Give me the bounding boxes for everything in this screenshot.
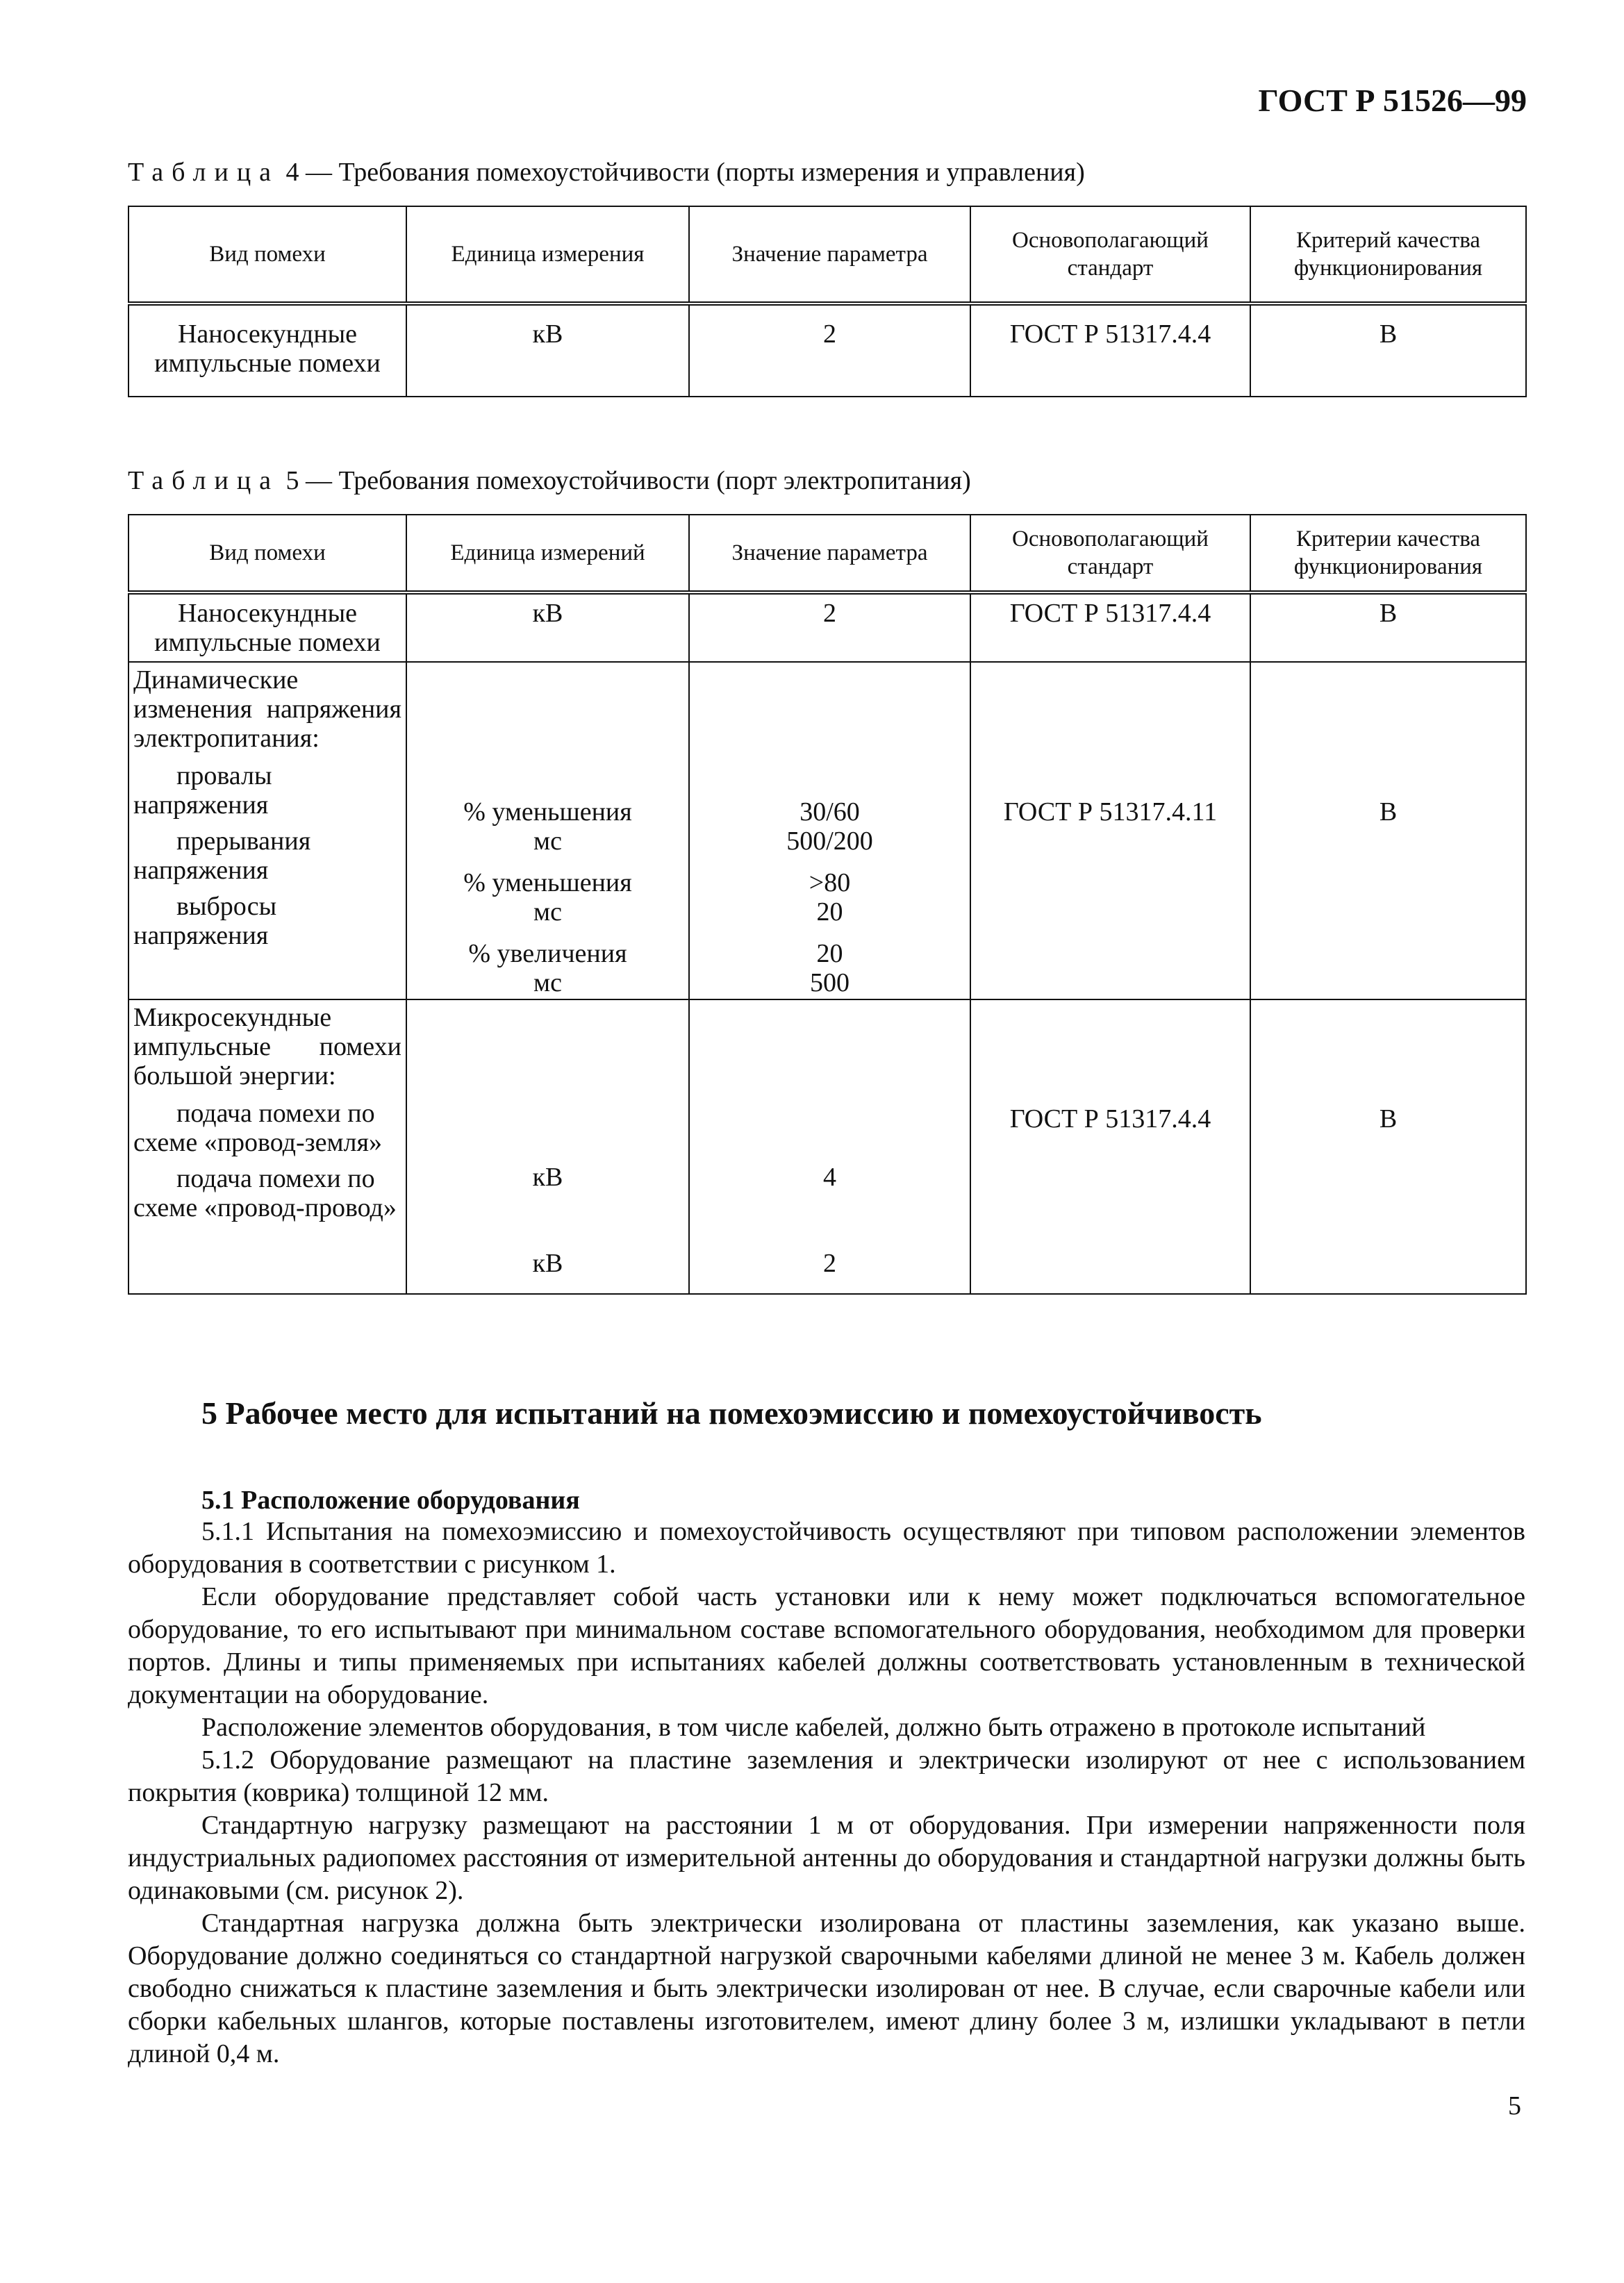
table-row	[129, 592, 1526, 662]
table5-group3-heading: Микросекундные импульсные помехи большой энергии:	[133, 1003, 401, 1090]
table5-caption-lead: Таблица	[128, 466, 280, 495]
table4-cell-unit: кВ	[406, 304, 689, 397]
table5-row1-standard: ГОСТ Р 51317.4.4	[970, 592, 1250, 662]
table5-header-value: Значение параметра	[689, 515, 970, 592]
table4-cell-standard: ГОСТ Р 51317.4.4	[970, 304, 1250, 397]
table5-header-type: Вид помехи	[129, 515, 406, 592]
page-number: 5	[1508, 2091, 1521, 2120]
paragraph: 5.1.2 Оборудование размещают на пластине заземления и электрически изолируют от нее с использованием покрытия (коврика) толщиной 12 мм.	[128, 1745, 1525, 1807]
table5-group2-item1-unit2: мс	[533, 827, 562, 856]
section-title: 5 Рабочее место для испытаний на помехоэмиссию и помехоустойчивость	[201, 1395, 1262, 1431]
table5-group3-item1-type: подача помехи по схеме «провод-земля»	[133, 1099, 382, 1157]
table5-group2-item2-unit2: мс	[533, 897, 562, 927]
table5-group2-item1-type: провалы напряжения	[133, 761, 272, 820]
table4-header-value: Значение параметра	[689, 206, 970, 304]
document-header: ГОСТ Р 51526—99	[1258, 83, 1527, 118]
table5-group3-item2-unit: кВ	[532, 1249, 563, 1278]
table4-caption	[128, 157, 1085, 188]
table5-header-criterion: Критерии качества функционирования	[1250, 515, 1526, 592]
table4-header-type: Вид помехи	[129, 206, 406, 304]
table5-row1-criterion: В	[1250, 592, 1526, 662]
table4-header-criterion: Критерий качества функционирования	[1250, 206, 1526, 304]
table4-cell-value: 2	[689, 304, 970, 397]
table5-header-standard: Основополагающий стандарт	[970, 515, 1250, 592]
table5-row1-value: 2	[689, 592, 970, 662]
table5-group2-item1-unit1: % уменьшения	[463, 797, 632, 827]
table5	[128, 514, 1527, 1295]
table5-group3-item2-value: 2	[823, 1249, 836, 1278]
table5-group3-standard: ГОСТ Р 51317.4.4	[970, 999, 1250, 1294]
section-body	[128, 1516, 1525, 2070]
table5-group3-units	[406, 999, 689, 1294]
table5-group2-item3-unit1: % увеличения	[468, 939, 627, 968]
table5-group2-units	[406, 662, 689, 999]
table5-group3-criterion: В	[1250, 999, 1526, 1294]
table5-group2-item3-value2: 500	[810, 968, 850, 997]
table4-cell-type: Наносекундные импульсные помехи	[129, 304, 406, 397]
table5-group3-type	[129, 999, 406, 1294]
table5-group2-item1-value2: 500/200	[786, 827, 873, 856]
table5-group3-item2-type: подача помехи по схеме «провод-провод»	[133, 1164, 397, 1222]
table4-cell-criterion: В	[1250, 304, 1526, 397]
table5-group2-item2-value2: 20	[816, 897, 843, 927]
table5-group2-criterion: В	[1250, 662, 1526, 999]
table5-group2-standard: ГОСТ Р 51317.4.11	[970, 662, 1250, 999]
table5-group2-item1-value1: 30/60	[799, 797, 860, 827]
table5-group3-item1-unit: кВ	[532, 1163, 563, 1192]
paragraph: Расположение элементов оборудования, в том числе кабелей, должно быть отражено в протоколе испытаний	[201, 1713, 1426, 1742]
paragraph: Если оборудование представляет собой часть установки или к нему может подключаться вспомогательное оборудование, то его испытывают при минимальном составе вспомогательного оборудования, необходимом для проверки портов. Длины и типы применяемых при испытаниях кабелей должны соответствовать установленным в технической документации на оборудование.	[128, 1582, 1525, 1709]
table5-caption-text: 5 — Требования помехоустойчивости (порт электропитания)	[285, 466, 971, 495]
table5-group2-values	[689, 662, 970, 999]
table5-group3-item1-value: 4	[823, 1163, 836, 1192]
table5-group2-type	[129, 662, 406, 999]
paragraph: Стандартную нагрузку размещают на расстоянии 1 м от оборудования. При измерении напряженности поля индустриальных радиопомех расстояния от измерительной антенны до оборудования и стандартной нагрузки должны быть одинаковыми (см. рисунок 2).	[128, 1811, 1525, 1905]
table4-header-standard: Основополагающий стандарт	[970, 206, 1250, 304]
subsection-title: 5.1 Расположение оборудования	[201, 1486, 580, 1515]
table4-header-unit: Единица измерения	[406, 206, 689, 304]
table5-caption	[128, 465, 971, 496]
table-row	[129, 999, 1526, 1294]
paragraph: 5.1.1 Испытания на помехоэмиссию и помехоустойчивость осуществляют при типовом расположении элементов оборудования в соответствии с рисунком 1.	[128, 1517, 1525, 1579]
table5-group2-item3-value1: 20	[816, 939, 843, 968]
table4-caption-text: 4 — Требования помехоустойчивости (порты измерения и управления)	[285, 158, 1085, 187]
table5-header-unit: Единица измерений	[406, 515, 689, 592]
table5-group2-item2-type: прерывания напряжения	[133, 827, 311, 885]
table5-group2-heading: Динамические изменения напряжения электропитания:	[133, 665, 401, 753]
table-row	[129, 304, 1526, 397]
table5-group2-item3-unit2: мс	[533, 968, 562, 997]
table5-group2-item2-unit1: % уменьшения	[463, 868, 632, 897]
table5-row1-type: Наносекундные импульсные помехи	[129, 592, 406, 662]
table5-group3-values	[689, 999, 970, 1294]
table-row	[129, 662, 1526, 999]
table4-caption-lead: Таблица	[128, 158, 280, 187]
table5-row1-unit: кВ	[406, 592, 689, 662]
table4	[128, 206, 1527, 397]
table5-group2-item3-type: выбросы напряжения	[133, 892, 277, 950]
table5-group2-item2-value1: >80	[809, 868, 851, 897]
paragraph: Стандартная нагрузка должна быть электрически изолирована от пластины заземления, как указано выше. Оборудование должно соединяться со стандартной нагрузкой сварочными кабелями длиной не менее 3 м. Кабель должен свободно снижаться к пластине заземления и быть электрически изолирован от нее. В случае, если сварочные кабели или сборки кабельных шлангов, которые поставлены изготовителем, имеют длину более 3 м, излишки укладывают в петли длиной 0,4 м.	[128, 1909, 1525, 2068]
